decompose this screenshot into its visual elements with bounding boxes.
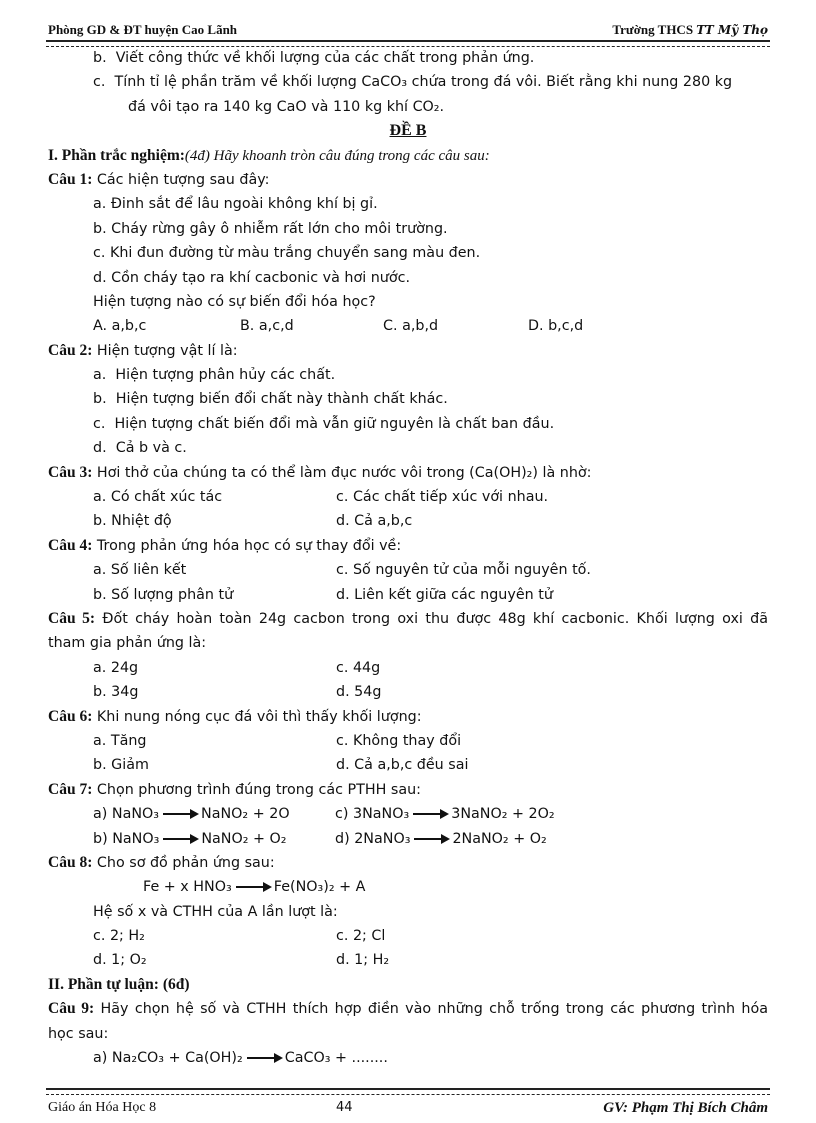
q6-option: d. Cả a,b,c đều sai	[336, 757, 469, 774]
q1-option: A. a,b,c	[93, 318, 147, 335]
q8: Câu 8: Cho sơ đồ phản ứng sau:	[48, 853, 275, 871]
header-right: Trường THCS TT Mỹ Thọ	[612, 22, 768, 37]
page-header	[48, 20, 768, 42]
q1-item: b. Cháy rừng gây ô nhiễm rất lớn cho môi trường.	[93, 220, 448, 237]
q6-option: b. Giảm	[93, 757, 149, 774]
q1-option: B. a,c,d	[240, 318, 294, 335]
item-c-cont: đá vôi tạo ra 140 kg CaO và 110 kg khí CO₂.	[128, 98, 445, 115]
q4-option: c. Số nguyên tử của mỗi nguyên tố.	[336, 562, 591, 579]
item-c: c. Tính tỉ lệ phần trăm về khối lượng CaCO₃ chứa trong đá vôi. Biết rằng khi nung 280 kg	[93, 74, 733, 91]
q6-option: a. Tăng	[93, 732, 147, 749]
q8-scheme: Fe + x HNO₃ Fe(NO₃)₂ + A	[143, 879, 366, 896]
footer-rule	[46, 1088, 770, 1095]
q1-item: a. Đinh sắt để lâu ngoài không khí bị gỉ.	[93, 196, 378, 213]
reaction-arrow-icon	[414, 838, 448, 840]
q7-eq: b) NaNO₃ NaNO₂ + O₂	[93, 830, 287, 847]
q3-option: a. Có chất xúc tác	[93, 489, 223, 506]
q7-eq-row	[48, 802, 768, 826]
q1-item: d. Cồn cháy tạo ra khí cacbonic và hơi nước.	[93, 269, 410, 286]
q5-option: a. 24g	[93, 659, 139, 676]
q5-option: c. 44g	[336, 659, 381, 676]
reaction-arrow-icon	[163, 813, 197, 815]
q2-item: a. Hiện tượng phân hủy các chất.	[93, 367, 336, 384]
q8-option: c. 2; H₂	[93, 928, 145, 945]
q4-option: a. Số liên kết	[93, 562, 187, 579]
q2-item: b. Hiện tượng biến đổi chất này thành chất khác.	[93, 391, 448, 408]
exam-title: ĐỀ B	[389, 122, 427, 140]
q9-cont: học sau:	[48, 1025, 109, 1042]
q5-options-row	[48, 656, 768, 680]
q9-eq: a) Na₂CO₃ + Ca(OH)₂ CaCO₃ + ........	[93, 1050, 388, 1067]
q7-eq: a) NaNO₃ NaNO₂ + 2O	[93, 806, 290, 823]
q4-option: d. Liên kết giữa các nguyên tử	[336, 586, 553, 603]
q8-options-row	[48, 924, 768, 948]
q5-option: d. 54g	[336, 684, 382, 701]
q3-option: b. Nhiệt độ	[93, 513, 172, 530]
q1: Câu 1: Các hiện tượng sau đây:	[48, 170, 270, 188]
q3-options-row	[48, 485, 768, 509]
q1-option: D. b,c,d	[528, 318, 584, 335]
reaction-arrow-icon	[236, 886, 270, 888]
reaction-arrow-icon	[413, 813, 447, 815]
q8-option: d. 1; O₂	[93, 952, 147, 969]
q5-cont: tham gia phản ứng là:	[48, 635, 207, 652]
q6-options-row	[48, 729, 768, 753]
q7-eq-row	[48, 827, 768, 851]
q1-options	[48, 314, 768, 338]
q3-options-row	[48, 509, 768, 533]
q3: Câu 3: Hơi thở của chúng ta có thể làm đục nước vôi trong (Ca(OH)₂) là nhờ:	[48, 463, 592, 481]
q4: Câu 4: Trong phản ứng hóa học có sự thay đổi về:	[48, 536, 402, 554]
q4-options-row	[48, 558, 768, 582]
q7-eq: c) 3NaNO₃ 3NaNO₂ + 2O₂	[335, 806, 555, 823]
header-left: Phòng GD & ĐT huyện Cao Lãnh	[48, 22, 238, 37]
reaction-arrow-icon	[163, 838, 197, 840]
q6-options-row	[48, 753, 768, 777]
q1-option: C. a,b,d	[383, 318, 439, 335]
footer-right: GV: Phạm Thị Bích Châm	[603, 1100, 768, 1116]
item-b: b. Viết công thức về khối lượng của các chất trong phản ứng.	[93, 50, 535, 66]
q4-options-row	[48, 583, 768, 607]
q5-option: b. 34g	[93, 684, 139, 701]
q6: Câu 6: Khi nung nóng cục đá vôi thì thấy khối lượng:	[48, 707, 422, 725]
q2-item: c. Hiện tượng chất biến đổi mà vẫn giữ nguyên là chất ban đầu.	[93, 415, 555, 432]
q8-option: d. 1; H₂	[336, 952, 390, 969]
q7: Câu 7: Chọn phương trình đúng trong các PTHH sau:	[48, 780, 421, 798]
q5: Câu 5: Đốt cháy hoàn toàn 24g cacbon trong oxi thu được 48g khí cacbonic. Khối lượng oxi đã	[48, 609, 769, 627]
q8-options-row	[48, 948, 768, 972]
q3-option: c. Các chất tiếp xúc với nhau.	[336, 489, 549, 506]
q2-item: d. Cả b và c.	[93, 440, 187, 457]
page-content	[48, 46, 768, 1070]
page-footer	[48, 1100, 768, 1120]
q8-question: Hệ số x và CTHH của A lần lượt là:	[93, 903, 338, 920]
footer-left: Giáo án Hóa Học 8	[48, 1100, 157, 1115]
q2: Câu 2: Hiện tượng vật lí là:	[48, 341, 238, 359]
q6-option: c. Không thay đổi	[336, 732, 462, 749]
q8-option: c. 2; Cl	[336, 928, 386, 945]
q7-eq: d) 2NaNO₃ 2NaNO₂ + O₂	[335, 830, 547, 847]
q5-options-row	[48, 680, 768, 704]
q9: Câu 9: Hãy chọn hệ số và CTHH thích hợp điền vào những chỗ trống trong các phương trình hóa	[48, 1000, 769, 1018]
page-number: 44	[336, 1100, 353, 1115]
part2-heading: II. Phần tự luận: (6đ)	[48, 975, 190, 993]
q1-question: Hiện tượng nào có sự biến đổi hóa học?	[93, 293, 376, 310]
q1-item: c. Khi đun đường từ màu trắng chuyển sang màu đen.	[93, 245, 481, 262]
q3-option: d. Cả a,b,c	[336, 513, 413, 530]
part1-heading: I. Phần trắc nghiệm:(4đ) Hãy khoanh tròn câu đúng trong các câu sau:	[48, 146, 490, 164]
q4-option: b. Số lượng phân tử	[93, 586, 234, 603]
reaction-arrow-icon	[247, 1057, 281, 1059]
